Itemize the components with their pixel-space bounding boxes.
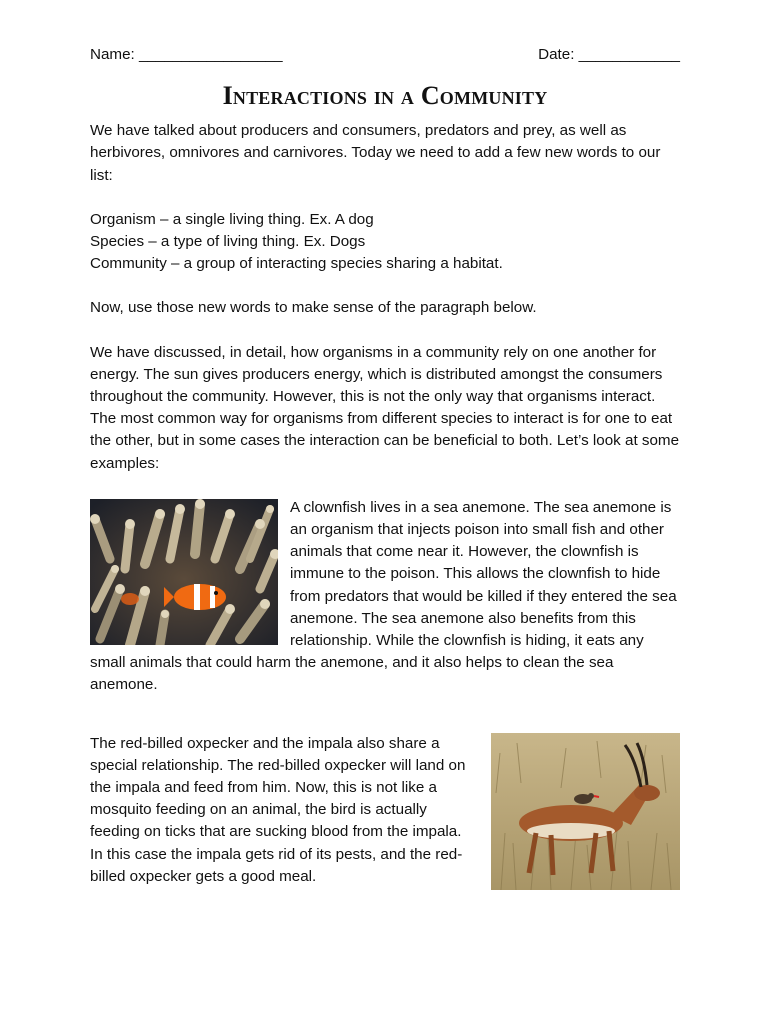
definition-community: Community – a group of interacting species sharing a habitat. [90,255,503,273]
definition-organism: Organism – a single living thing. Ex. A dog [90,210,374,228]
worksheet-title: Interactions in a Community [222,81,548,110]
clownfish-paragraph: A clownfish lives in a sea anemone. The sea anemone is an organism that injects poison into small fish and other animals that come near it. However, the clownfish is immune to the poison. This allows the clownfish to hide from predators that would be killed if they entered the sea anemone. The sea anemone also benefits from this relationship. While the clownfish is hiding, it eats any small animals that could harm the anemone, and it also helps to clean the sea anemone. [90,498,677,694]
intro-paragraph: We have talked about producers and consumers, predators and prey, as well as herbivores, omnivores and carnivores. Today we need to add a few new words to our list: [90,122,661,184]
clownfish-anemone-image [90,499,278,645]
instruction-paragraph: Now, use those new words to make sense of the paragraph below. [90,299,537,317]
oxpecker-section [90,733,680,896]
clownfish-section [90,497,680,697]
oxpecker-paragraph: The red-billed oxpecker and the impala also share a special relationship. The red-billed oxpecker will land on the impala and feed from him. Now, this is not like a mosquito feeding on an animal, the bird is actually feeding on ticks that are sucking blood from the impala. In this case the impala gets rid of its pests, and the red-billed oxpecker gets a good meal. [90,734,466,885]
main-paragraph: We have discussed, in detail, how organisms in a community rely on one another for energy. The sun gives producers energy, which is distributed amongst the consumers throughout the community. However, this is not the only way that organisms interact. The most common way for organisms from different species to interact is for one to eat the other, but in some cases the interaction can be beneficial to both. Let’s look at some examples: [90,343,680,472]
impala-oxpecker-image [491,733,680,890]
header-row [90,44,680,68]
definition-species: Species – a type of living thing. Ex. Dogs [90,233,366,251]
date-field-label: Date: ____________ [538,46,680,63]
worksheet-page [90,44,680,896]
name-field-label: Name: _________________ [90,46,283,63]
clownfish-photo [90,499,278,645]
impala-photo [491,733,680,890]
